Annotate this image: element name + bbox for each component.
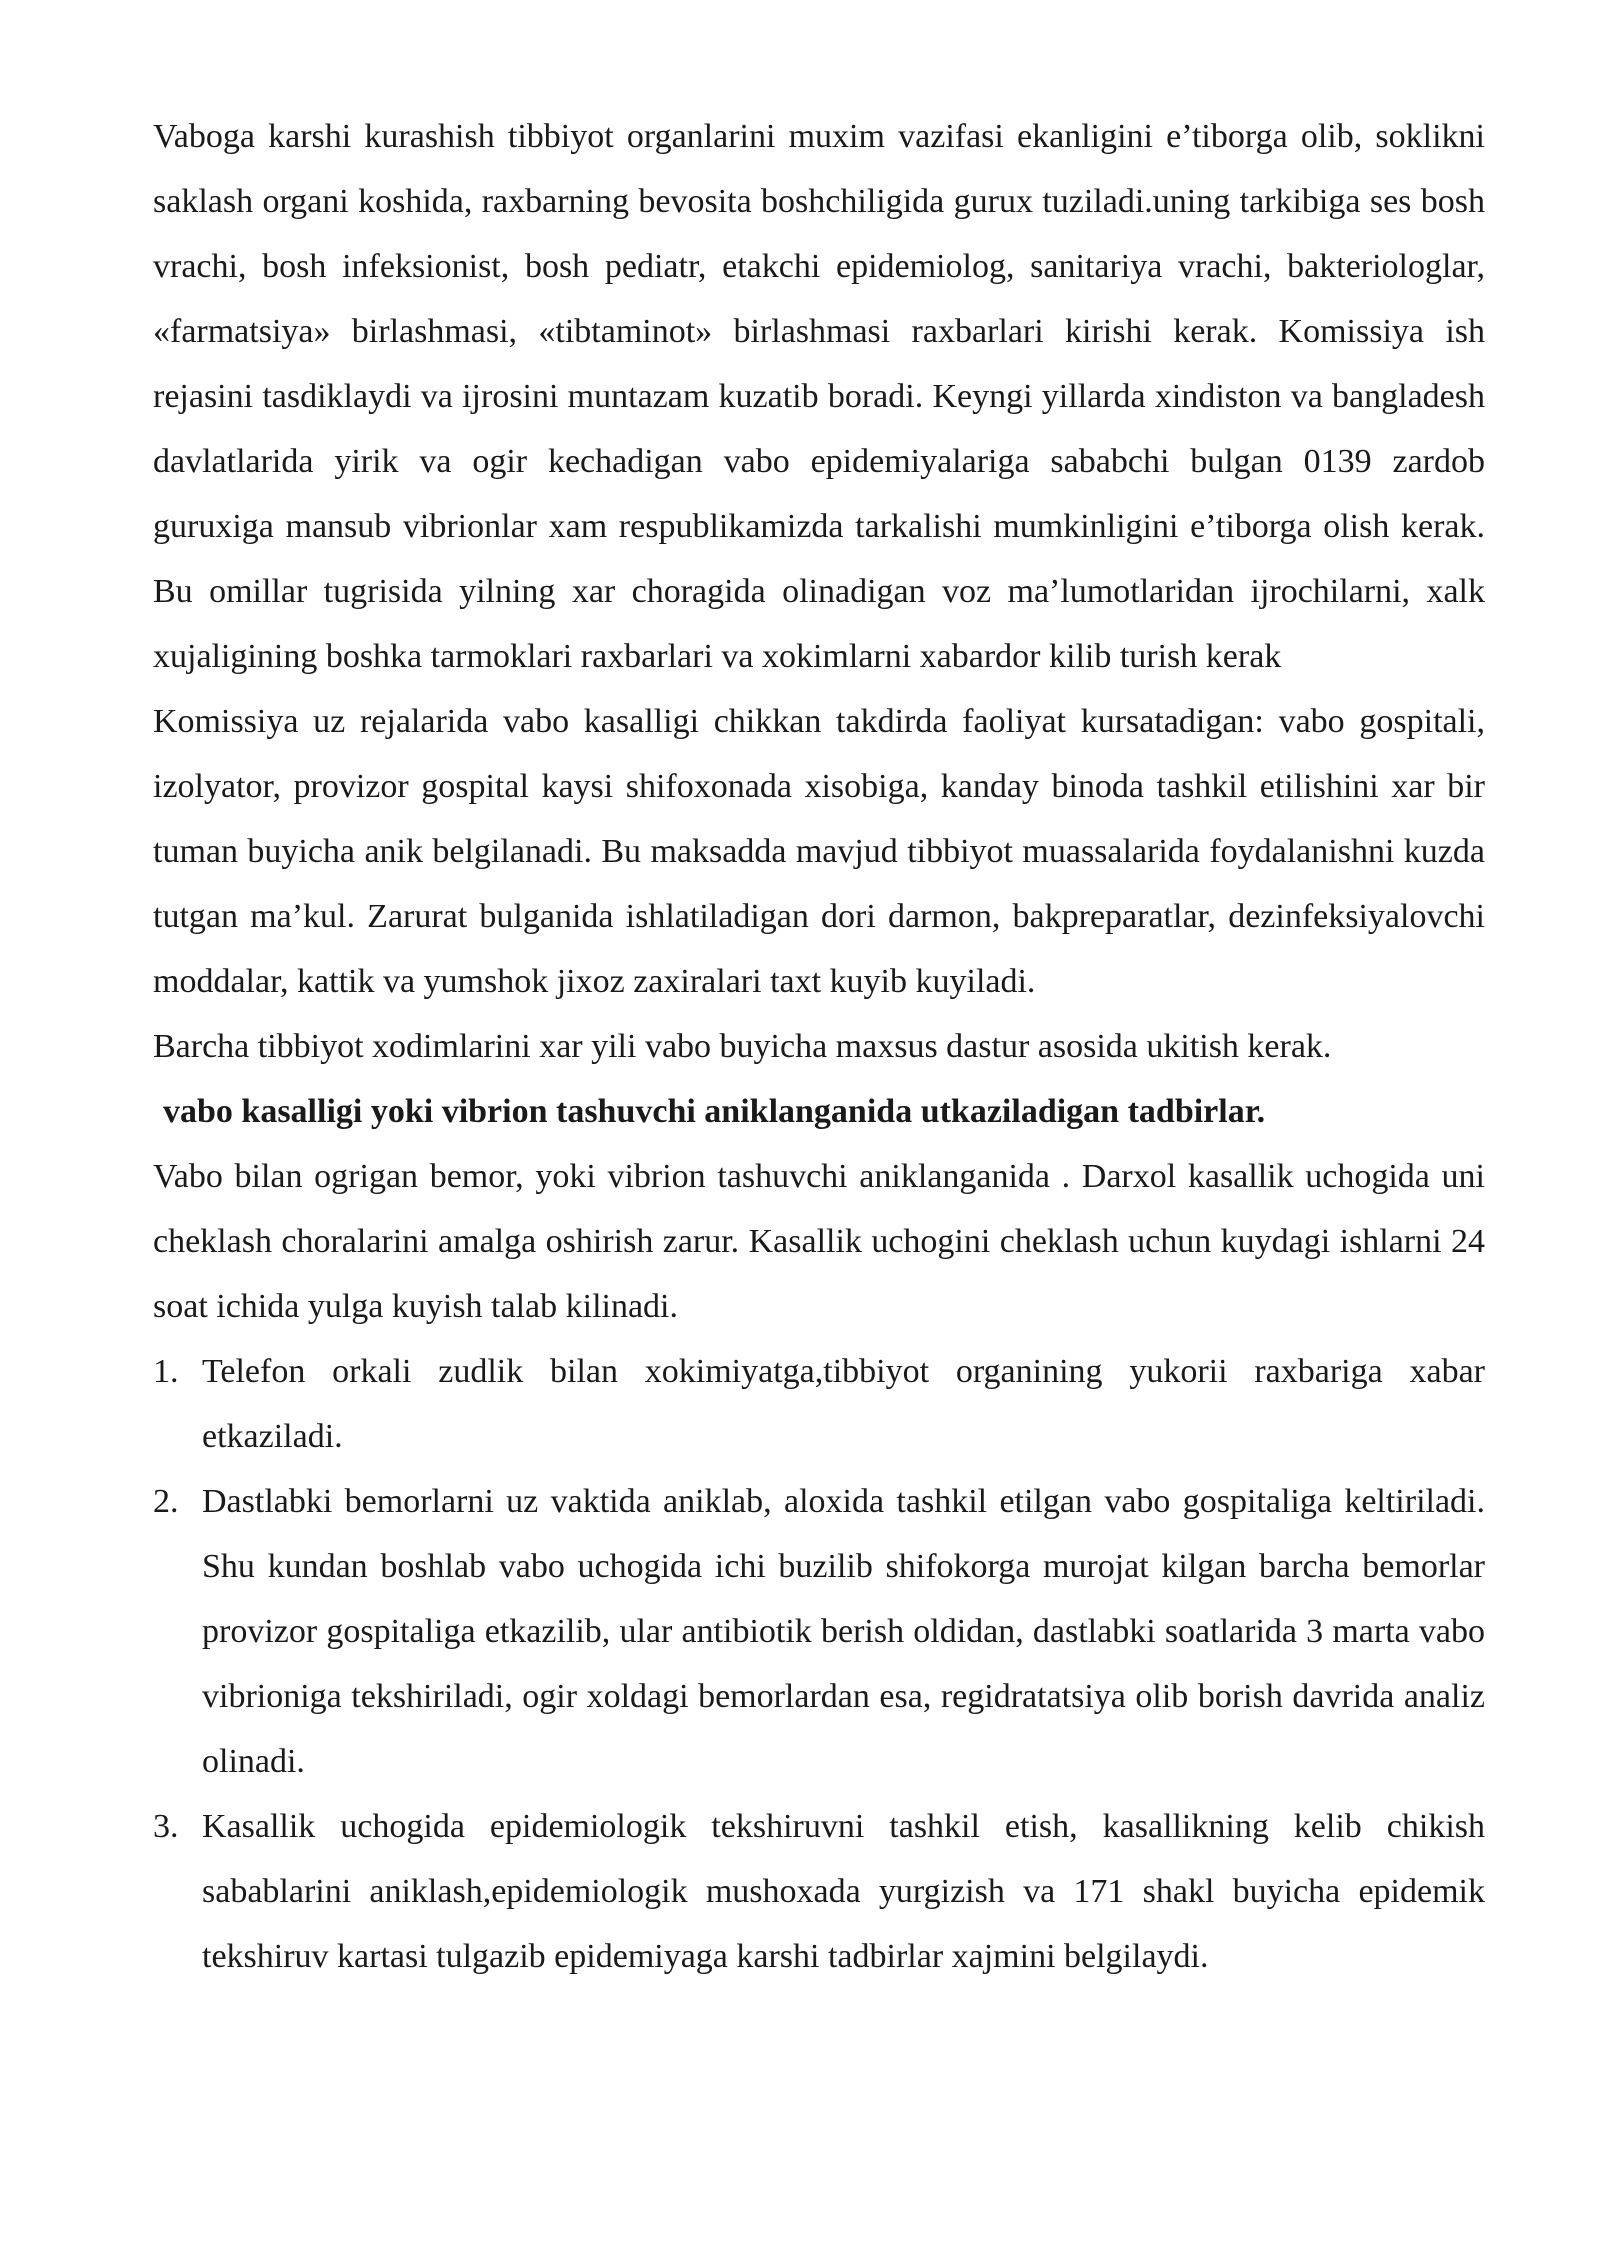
paragraph-intro: Vabo bilan ogrigan bemor, yoki vibrion tashuvchi aniklanganida . Darxol kasallik uchogida uni cheklash choralarini amalga oshirish zarur. Kasallik uchogini cheklash uchun kuydagi ishlarni 24 soat ichida yulga kuyish talab kilinadi. <box>153 1158 1485 1325</box>
paragraph-staff-training: Barcha tibbiyot xodimlarini xar yili vabo buyicha maxsus dastur asosida ukitish kerak. <box>153 1028 1332 1065</box>
list-item-text: Telefon orkali zudlik bilan xokimiyatga,tibbiyot organining yukorii raxbariga xabar etkaziladi. <box>202 1353 1485 1455</box>
list-item-number: 1. <box>153 1353 179 1390</box>
list-item <box>153 1469 1485 1794</box>
list-item-number: 3. <box>153 1808 179 1845</box>
paragraph-commission-setup: Vaboga karshi kurashish tibbiyot organlarini muxim vazifasi ekanligini e’tiborga olib, soklikni saklash organi koshida, raxbarning bevosita boshchiligida gurux tuziladi.uning tarkibiga ses bosh vrachi, bosh infeksionist, bosh pediatr, etakchi epidemiolog, sanitariya vrachi, bakteriologlar, «farmatsiya» birlashmasi, «tibtaminot» birlashmasi raxbarlari kirishi kerak. Komissiya ish rejasini tasdiklaydi va ijrosini muntazam kuzatib boradi. Keyngi yillarda xindiston va bangladesh davlatlarida yirik va ogir kechadigan vabo epidemiyalariga sababchi bulgan 0139 zardob guruxiga mansub vibrionlar xam respublikamizda tarkalishi mumkinligini e’tiborga olish kerak. Bu omillar tugrisida yilning xar choragida olinadigan voz ma’lumotlaridan ijrochilarni, xalk xujaligining boshka tarmoklari raxbarlari va xokimlarni xabardor kilib turish kerak <box>153 118 1485 675</box>
list-item-text: Dastlabki bemorlarni uz vaktida aniklab, aloxida tashkil etilgan vabo gospitaliga keltiriladi. Shu kundan boshlab vabo uchogida ichi buzilib shifokorga murojat kilgan barcha bemorlar provizor gospitaliga etkazilib, ular antibiotik berish oldidan, dastlabki soatlarida 3 marta vabo vibrioniga tekshiriladi, ogir xoldagi bemorlardan esa, regidratatsiya olib borish davrida analiz olinadi. <box>202 1483 1485 1780</box>
section-heading: vabo kasalligi yoki vibrion tashuvchi aniklanganida utkaziladigan tadbirlar. <box>163 1093 1266 1130</box>
list-item <box>153 1339 1485 1469</box>
list-item-text: Kasallik uchogida epidemiologik tekshiruvni tashkil etish, kasallikning kelib chikish sabablarini aniklash,epidemiologik mushoxada yurgizish va 171 shakl buyicha epidemik tekshiruv kartasi tulgazib epidemiyaga karshi tadbirlar xajmini belgilaydi. <box>202 1808 1485 1975</box>
measures-list <box>153 1339 1485 1989</box>
document-page <box>153 104 1485 1989</box>
list-item <box>153 1794 1485 1989</box>
list-item-number: 2. <box>153 1483 179 1520</box>
paragraph-hospital-plans: Komissiya uz rejalarida vabo kasalligi chikkan takdirda faoliyat kursatadigan: vabo gospitali, izolyator, provizor gospital kaysi shifoxonada xisobiga, kanday binoda tashkil etilishini xar bir tuman buyicha anik belgilanadi. Bu maksadda mavjud tibbiyot muassalarida foydalanishni kuzda tutgan ma’kul. Zarurat bulganida ishlatiladigan dori darmon, bakpreparatlar, dezinfeksiyalovchi moddalar, kattik va yumshok jixoz zaxiralari taxt kuyib kuyiladi. <box>153 703 1485 1000</box>
